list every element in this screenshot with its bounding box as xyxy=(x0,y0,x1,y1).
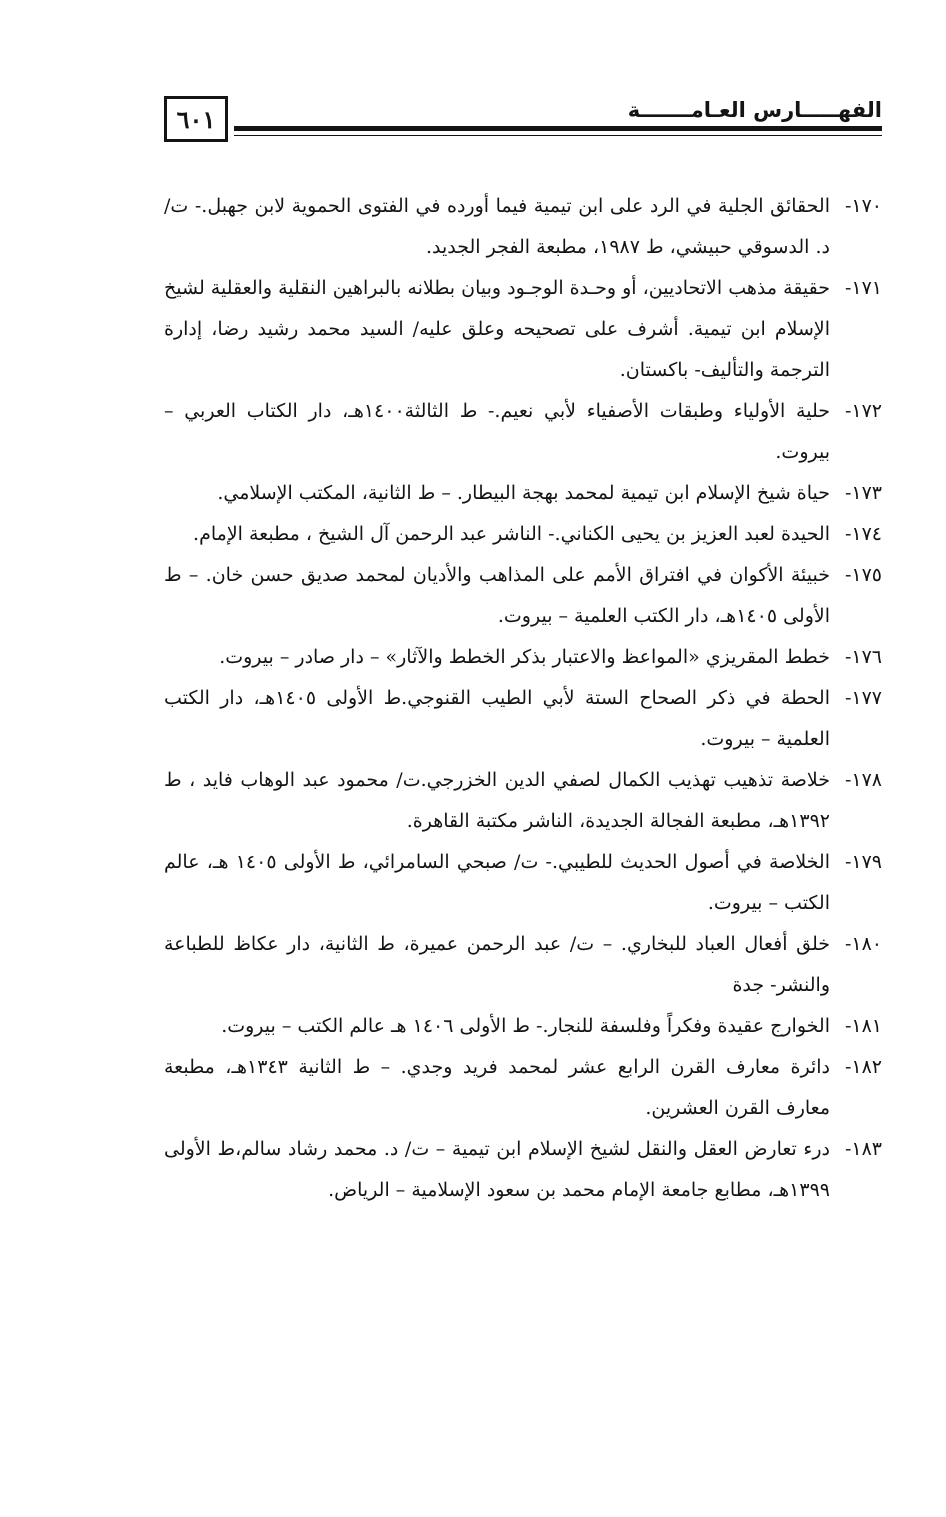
entry-text: الخوارج عقيدة وفكراً وفلسفة للنجار.- ط الأولى ١٤٠٦ هـ عالم الكتب – بيروت. xyxy=(221,1015,830,1037)
page-header xyxy=(164,96,882,148)
bibliography-list xyxy=(164,186,882,1211)
entry-number: ١٨٢- xyxy=(844,1056,882,1078)
bibliography-entry xyxy=(164,1047,882,1129)
entry-text: حلية الأولياء وطبقات الأصفياء لأبي نعيم.- ط الثالثة١٤٠٠هـ، دار الكتاب العربي – بيروت. xyxy=(164,400,830,463)
bibliography-entry xyxy=(164,1129,882,1211)
entry-number: ١٧٥- xyxy=(844,564,882,586)
entry-text: الحطة في ذكر الصحاح الستة لأبي الطيب القنوجي.ط الأولى ١٤٠٥هـ، دار الكتب العلمية – بيروت. xyxy=(164,687,830,750)
entry-text: دائرة معارف القرن الرابع عشر لمحمد فريد وجدي. – ط الثانية ١٣٤٣هـ، مطبعة معارف القرن العشرين. xyxy=(164,1056,830,1119)
bibliography-entry xyxy=(164,268,882,391)
entry-text: خبيئة الأكوان في افتراق الأمم على المذاهب والأديان لمحمد صديق حسن خان. – ط الأولى ١٤٠٥هـ، دار الكتب العلمية – بيروت. xyxy=(164,564,830,627)
bibliography-entry xyxy=(164,391,882,473)
entry-text: حياة شيخ الإسلام ابن تيمية لمحمد بهجة البيطار. – ط الثانية، المكتب الإسلامي. xyxy=(217,482,830,504)
entry-number: ١٧٨- xyxy=(844,769,882,791)
entry-number: ١٨٣- xyxy=(844,1138,882,1160)
header-rule-thin xyxy=(234,135,882,136)
entry-number: ١٧٢- xyxy=(844,400,882,422)
entry-number: ١٧٣- xyxy=(844,482,882,504)
bibliography-entry xyxy=(164,1006,882,1047)
bibliography-entry xyxy=(164,555,882,637)
bibliography-entry xyxy=(164,924,882,1006)
bibliography-entry xyxy=(164,637,882,678)
bibliography-entry xyxy=(164,678,882,760)
entry-text: خلاصة تذهيب تهذيب الكمال لصفي الدين الخزرجي.ت/ محمود عبد الوهاب فايد ، ط ١٣٩٢هـ، مطبعة الفجالة الجديدة، الناشر مكتبة القاهرة. xyxy=(164,769,830,832)
running-title: الفهـــــارس العـامـــــــة xyxy=(622,96,882,124)
entry-text: الحقائق الجلية في الرد على ابن تيمية فيما أورده في الفتوى الحموية لابن جهبل.- ت/ د. الدسوقي حبيشي، ط ١٩٨٧، مطبعة الفجر الجديد. xyxy=(164,195,830,258)
entry-number: ١٧٧- xyxy=(844,687,882,709)
bibliography-entry xyxy=(164,514,882,555)
entry-text: الحيدة لعبد العزيز بن يحيى الكناني.- الناشر عبد الرحمن آل الشيخ ، مطبعة الإمام. xyxy=(193,523,830,545)
entry-number: ١٧٦- xyxy=(844,646,882,668)
entry-text: الخلاصة في أصول الحديث للطيبي.- ت/ صبحي السامرائي، ط الأولى ١٤٠٥ هـ، عالم الكتب – بيروت. xyxy=(164,851,830,914)
entry-number: ١٧٤- xyxy=(844,523,882,545)
entry-number: ١٧٩- xyxy=(844,851,882,873)
entry-number: ١٧١- xyxy=(844,277,882,299)
entry-number: ١٨١- xyxy=(844,1015,882,1037)
bibliography-entry xyxy=(164,842,882,924)
header-rule-thick xyxy=(234,126,882,131)
entry-text: خطط المقريزي «المواعظ والاعتبار بذكر الخطط والآثار» – دار صادر – بيروت. xyxy=(219,646,830,668)
entry-text: خلق أفعال العباد للبخاري. – ت/ عبد الرحمن عميرة، ط الثانية، دار عكاظ للطباعة والنشر- جدة xyxy=(164,933,830,996)
bibliography-entry xyxy=(164,473,882,514)
page-number: ٦٠١ xyxy=(164,96,228,142)
bibliography-entry xyxy=(164,760,882,842)
entry-text: حقيقة مذهب الاتحاديين، أو وحـدة الوجـود وبيان بطلانه بالبراهين النقلية والعقلية لشيخ الإسلام ابن تيمية. أشرف على تصحيحه وعلق عليه/ السيد محمد رشيد رضا، إدارة الترجمة والتأليف- باكستان. xyxy=(164,277,830,381)
entry-text: درء تعارض العقل والنقل لشيخ الإسلام ابن تيمية – ت/ د. محمد رشاد سالم،ط الأولى ١٣٩٩هـ، مطابع جامعة الإمام محمد بن سعود الإسلامية – الرياض. xyxy=(164,1138,830,1201)
entry-number: ١٧٠- xyxy=(844,195,882,217)
bibliography-entry xyxy=(164,186,882,268)
entry-number: ١٨٠- xyxy=(844,933,882,955)
